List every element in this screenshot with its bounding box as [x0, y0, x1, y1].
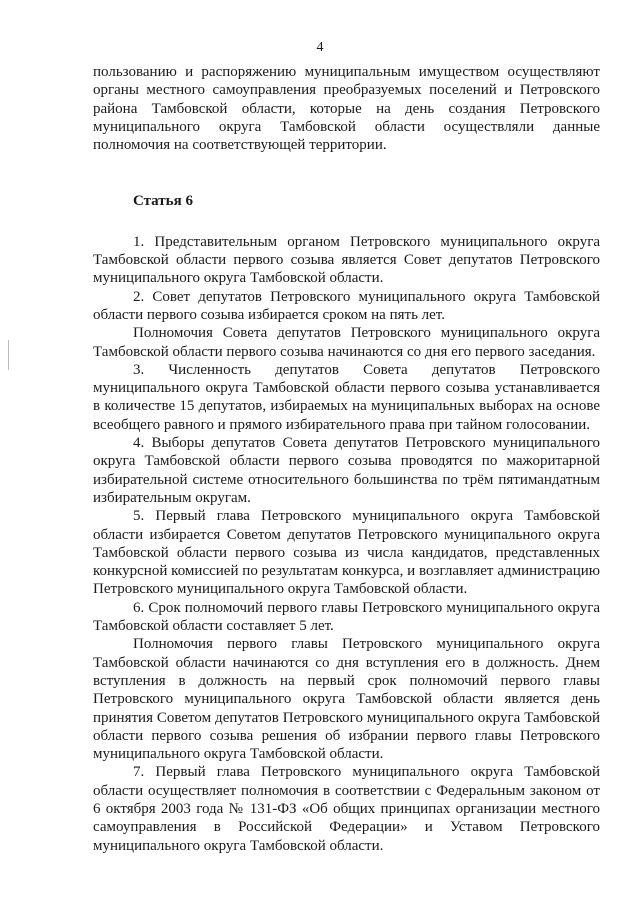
article-title: Статья 6 [133, 193, 193, 210]
paragraph-2: 2. Совет депутатов Петровского муниципального округа Тамбовской области первого созыва избирается сроком на пять лет. [93, 288, 600, 323]
paragraph-6-continued: Полномочия первого главы Петровского муниципального округа Тамбовской области начинаются со дня вступления его в должность. Днем вступления в должность на первый срок полномочий первого главы Петровского муниципального округа Тамбовской области является день принятия Советом депутатов Петровского муниципального округа Тамбовской области первого созыва решения об избрании первого главы Петровского муниципального округа Тамбовской области. [93, 636, 600, 763]
paragraph-7: 7. Первый глава Петровского муниципального округа Тамбовской области осуществляет полномочия в соответствии с Федеральным законом от 6 октября 2003 года № 131-ФЗ «Об общих принципах организации местного самоуправления в Российской Федерации» и Уставом Петровского муниципального округа Тамбовской области. [93, 764, 600, 854]
paragraph-3: 3. Численность депутатов Совета депутатов Петровского муниципального округа Тамбовской области первого созыва устанавливается в количестве 15 депутатов, избираемых на муниципальных выборах на основе всеобщего равного и прямого избирательного права при тайном голосовании. [93, 361, 600, 433]
paragraph-6: 6. Срок полномочий первого главы Петровского муниципального округа Тамбовской области составляет 5 лет. [93, 599, 600, 635]
document-body [93, 63, 600, 855]
paragraph-5: 5. Первый глава Петровского муниципального округа Тамбовской области избирается Советом депутатов Петровского муниципального округа Тамбовской области первого созыва из числа кандидатов, представленных конкурсной комиссией по результатам конкурса, и возглавляет администрацию Петровского муниципального округа Тамбовской области. [93, 508, 600, 598]
intro-paragraph: пользованию и распоряжению муниципальным имуществом осуществляют органы местного самоуправления преобразуемых поселений и Петровского района Тамбовской области, которые на день создания Петровского муниципального округа Тамбовской области осуществляли данные полномочия на соответствующей территории. [93, 64, 600, 154]
paragraph-4: 4. Выборы депутатов Совета депутатов Петровского муниципального округа Тамбовской области первого созыва проводятся по мажоритарной избирательной системе относительного большинства по трём пятимандатным избирательным округам. [93, 435, 600, 506]
paragraph-2-continued: Полномочия Совета депутатов Петровского муниципального округа Тамбовской области первого созыва начинаются со дня его первого заседания. [93, 325, 600, 360]
paragraph-1: 1. Представительным органом Петровского муниципального округа Тамбовской области первого созыва является Совет депутатов Петровского муниципального округа Тамбовской области. [93, 233, 600, 287]
page-number: 4 [316, 40, 324, 55]
margin-mark [8, 340, 9, 370]
